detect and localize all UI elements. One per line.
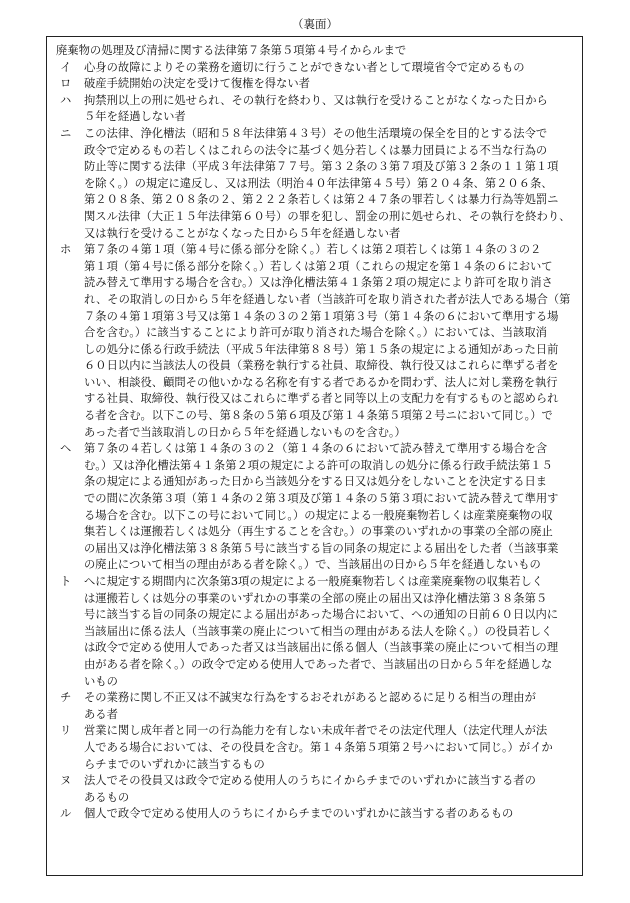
item-text-line: は運搬若しくは処分の事業のいずれかの事業の全部の廃止の届出又は浄化槽法第３８条第５ [84,591,548,605]
item-text-line: ６０日以内に当該法人の役員（業務を執行する社員、取締役、執行役又はこれらに準ずる者を [84,359,559,373]
list-item [56,441,574,574]
item-text-line: いもの [84,674,118,688]
item-mark: ロ [60,77,72,91]
item-text-line: いい、相談役、顧問その他いかなる名称を有する者であるかを問わず、法人に対し業務を執行 [84,375,558,389]
item-text-line: の届出又は浄化槽法第３８条第５号に該当する旨の同条の規定による届出をした者（当該事業 [84,541,559,555]
page-heading: （裏面） [292,17,338,31]
item-text-line: しの処分に係る行政手続法（平成５年法律第８８号）第１５条の規定による通知があった日前 [84,342,559,356]
item-text-line: する社員、取締役、執行役又はこれらに準ずる者と同等以上の支配力を有するものと認められ [84,392,559,406]
item-text [84,60,574,77]
item-text-line: 読み替えて準用する場合を含む。）又は浄化槽法第４１条第２項の規定により許可を取り消さ [84,276,553,290]
list-item [56,76,574,93]
item-text-line: の廃止について相当の理由がある者を除く。）で、当該届出の日から５年を経過しないもの [84,558,541,572]
list-item [56,574,574,690]
item-text [84,574,574,690]
list-item [56,93,574,126]
item-text-line: その業務に関し不正又は不誠実な行為をするおそれがあると認めるに足りる相当の理由が [84,691,536,705]
item-text-line: あるもの [84,790,130,804]
item-text-line: 当該届出に係る法人（当該事業の廃止について相当の理由がある法人を除く。）の役員若しく [84,624,553,638]
lead-text: 廃棄物の処理及び清掃に関する法律第７条第５項第４号イからルまで [56,44,407,57]
item-text-line: れ、その取消しの日から５年を経過しない者（当該許可を取り消された者が法人である場合（第 [84,292,571,306]
item-text-line: 又は執行を受けることがなくなった日から５年を経過しない者 [84,226,401,240]
item-text-line: ７条の４第１項第３号又は第１４条の３の２第１項第３号（第１４条の６において準用する場 [84,309,559,323]
item-mark: ヘ [60,442,72,456]
item-text-line: 個人で政令で定める使用人のうちにイからチまでのいずれかに該当する者のあるもの [84,807,514,821]
item-mark: ハ [60,93,72,107]
item-text-line: 第１項（第４号に係る部分を除く。）若しくは第２項（これらの規定を第１４条の６において [84,259,553,273]
list-item [56,60,574,77]
list-item [56,690,574,723]
item-text-line: 第７条の４第１項（第４号に係る部分を除く。）若しくは第２項若しくは第１４条の３の２ [84,243,542,257]
list-item [56,723,574,773]
item-text [84,93,574,126]
item-text-line: あった者で当該取消しの日から５年を経過しないものを含む。） [84,425,406,439]
item-text-line: 防止等に関する法律（平成３年法律第７７号。第３２条の３第７項及び第３２条の１１第１項 [84,160,559,174]
item-mark: ホ [60,243,72,257]
item-text [84,690,574,723]
item-text-line: この法律、浄化槽法（昭和５８年法律第４３号）その他生活環境の保全を目的とする法令で [84,126,548,140]
item-text [84,723,574,773]
item-text-line: らチまでのいずれかに該当するもの [84,757,265,771]
item-text-line: での間に次条第３項（第１４条の２第３項及び第１４条の５第３項において読み替えて準用す [84,492,559,506]
item-text-line: 第７条の４若しくは第１４条の３の２（第１４条の６において読み替えて準用する場合を含 [84,442,548,456]
item-text [84,441,574,574]
item-text-line: 法人でその役員又は政令で定める使用人のうちにイからチまでのいずれかに該当する者の [84,774,536,788]
item-text-line: 合を含む。）に該当することにより許可が取り消された場合を除く。）においては、当該取消 [84,326,547,340]
item-text-line: 集若しくは運搬若しくは処分（再生することを含む。）の事業のいずれかの事業の全部の廃止 [84,525,553,539]
item-text-line: る者を含む。以下この号、第８条の５第６項及び第１４条第５項第２号ニにおいて同じ。）で [84,409,553,423]
item-text-line: 破産手続開始の決定を受けて復権を得ない者 [84,77,310,91]
item-text-line: へに規定する期間内に次条第3項の規定による一般廃棄物若しくは産業廃棄物の収集若しく [84,575,544,588]
item-text-line: 人である場合においては、その役員を含む。第１４条第５項第２号ハにおいて同じ。）がイか [84,740,553,754]
item-text-line: 第２０８条、第２０８条の２、第２２２条若しくは第２４７条の罪若しくは暴力行為等処罰ニ [84,193,559,207]
document-frame [46,36,583,876]
item-text-line: 心身の故障によりその業務を適切に行うことができない者として環境省令で定めるもの [84,60,525,74]
item-text-line: 号に該当する旨の同条の規定による届出があった場合において、への通知の日前６０日以内に [84,608,559,622]
item-text-line: 関スル法律（大正１５年法律第６０号）の罪を犯し、罰金の刑に処せられ、その執行を終わり、 [84,209,571,223]
item-mark: ト [60,575,72,588]
item-mark: イ [60,60,72,74]
item-text-line: を除く。）の規定に違反し、又は刑法（明治４０年法律第４５号）第２０４条、第２０６条、 [84,176,553,190]
item-text-line: る場合を含む。以下この号において同じ。）の規定による一般廃棄物若しくは産業廃棄物の収 [84,508,553,522]
item-text-line: 営業に関し成年者と同一の行為能力を有しない未成年者でその法定代理人（法定代理人が法 [84,724,548,738]
item-text-line: む。）又は浄化槽法第４１条第２項の規定による許可の取消しの処分に係る行政手続法第１５ [84,458,553,472]
item-mark: チ [60,691,72,705]
list-item [56,773,574,806]
item-mark: ニ [60,126,72,140]
list-item [56,806,574,823]
item-text-line: 条の規定による通知があった日から当該処分をする日又は処分をしないことを決定する日ま [84,475,548,489]
item-text [84,126,574,242]
item-text [84,773,574,806]
item-text-line: 拘禁刑以上の刑に処せられ、その執行を終わり、又は執行を受けることがなくなった日から [84,93,548,107]
item-mark: ル [60,807,72,821]
item-text-line: は政令で定める使用人であった者又は当該届出に係る個人（当該事業の廃止について相当の理 [84,641,559,655]
item-text [84,806,574,823]
item-list [56,60,574,823]
list-item [56,126,574,242]
list-item [56,242,574,441]
item-text [84,76,574,93]
item-mark: ヌ [60,774,72,788]
item-text-line: ５年を経過しない者 [84,110,186,124]
item-text [84,242,574,441]
item-text-line: 由がある者を除く。）の政令で定める使用人であった者で、当該届出の日から５年を経過しな [84,657,553,671]
item-text-line: ある者 [84,707,118,721]
item-mark: リ [60,724,72,738]
item-text-line: 政令で定めるもの若しくはこれらの法令に基づく処分若しくは暴力団員による不当な行為の [84,143,548,157]
